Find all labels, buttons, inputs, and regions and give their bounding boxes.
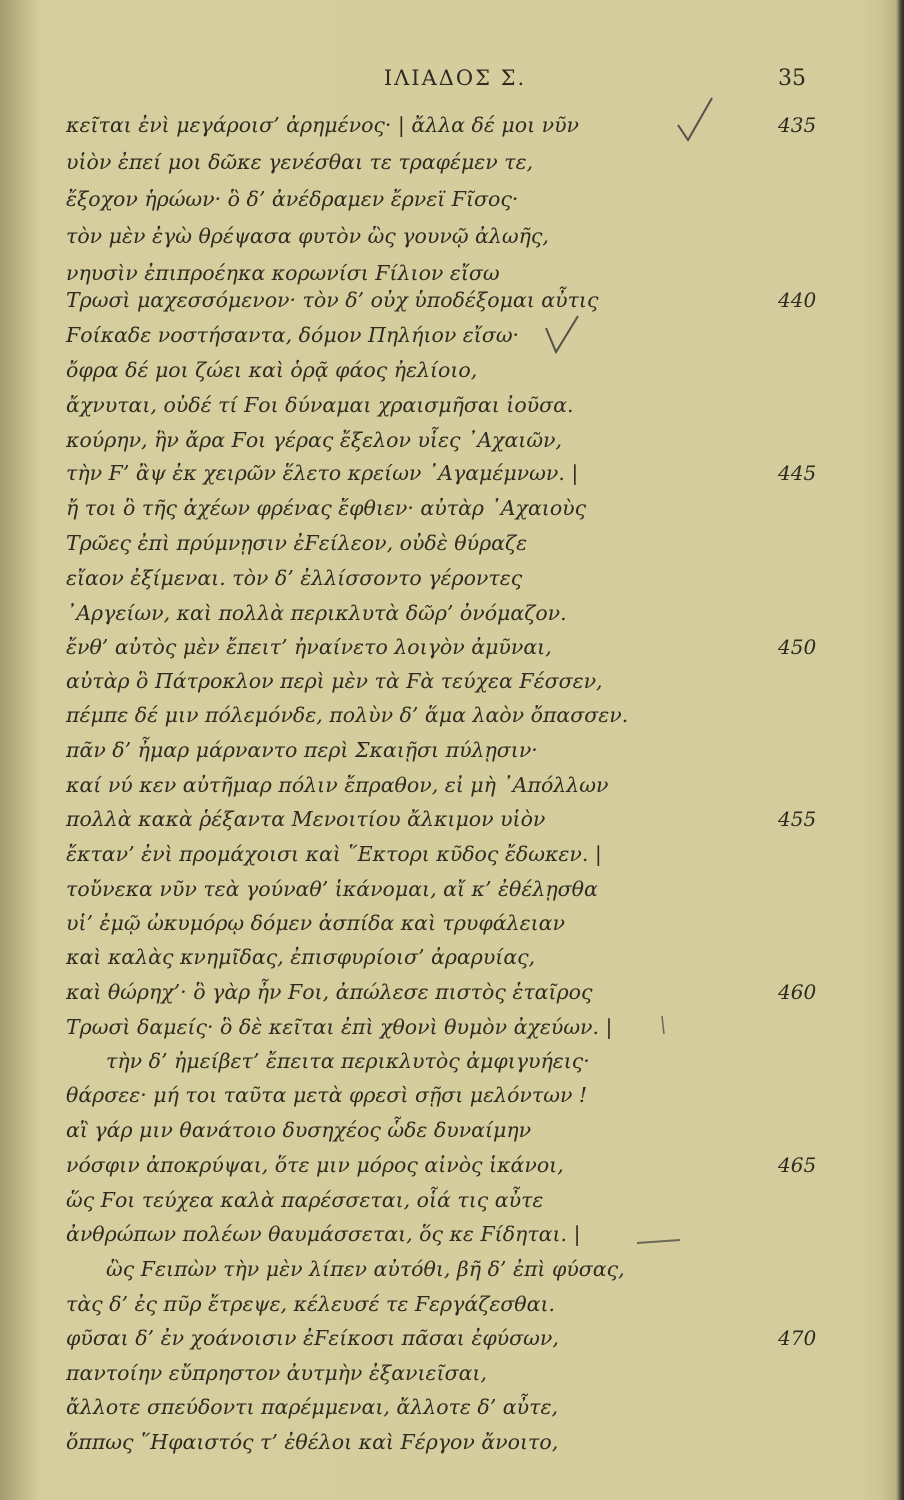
verse-line: τὰς δ’ ἐς πῦρ ἔτρεψε, κέλευσέ τε Ϝεργάζεσθαι. <box>66 1292 556 1316</box>
verse-line: ὥς Ϝοι τεύχεα καλὰ παρέσσεται, οἷά τις αὖτε <box>66 1188 544 1212</box>
verse-line: ἄλλοτε σπεύδοντι παρέμμεναι, ἄλλοτε δ’ αὖτε, <box>66 1395 558 1419</box>
verse-line: ἔκταν’ ἐνὶ προμάχοισι καὶ ῞Εκτορι κῦδος ἔδωκεν. | <box>66 842 602 866</box>
verse-line: ἔνθ’ αὐτὸς μὲν ἔπειτ’ ἠναίνετο λοιγὸν ἀμῦναι, <box>66 635 552 659</box>
verse-line: εἴαον ἐξίμεναι. τὸν δ’ ἐλλίσσοντο γέροντες <box>66 566 523 590</box>
verse-line: Ϝοίκαδε νοστήσαντα, δόμον Πηλήιον εἴσω· <box>66 323 520 347</box>
verse-line: ἔξοχον ἡρώων· ὃ δ’ ἀνέδραμεν ἔρνεϊ Ϝῖσος· <box>66 187 519 211</box>
verse-line: αὐτὰρ ὃ Πάτροκλον περὶ μὲν τὰ Ϝὰ τεύχεα Ϝέσσεν, <box>66 669 603 693</box>
verse-line: ἀνθρώπων πολέων θαυμάσσεται, ὅς κε Ϝίδηται. | <box>66 1222 581 1246</box>
verse-line: πέμπε δέ μιν πόλεμόνδε, πολὺν δ’ ἅμα λαὸν ὄπασσεν. <box>66 703 629 727</box>
verse-line: πολλὰ κακὰ ῥέξαντα Μενοιτίου ἄλκιμον υἱὸν <box>66 807 546 831</box>
verse-line: κεῖται ἐνὶ μεγάροισ’ ἀρημένος· | ἄλλα δέ μοι νῦν <box>66 113 580 137</box>
verse-line: Τρωσὶ δαμείς· ὃ δὲ κεῖται ἐπὶ χθονὶ θυμὸν ἀχεύων. | <box>66 1015 613 1039</box>
verse-line: θάρσεε· μή τοι ταῦτα μετὰ φρεσὶ σῇσι μελόντων ! <box>66 1083 588 1107</box>
verse-line: ὅππως ῞Ηφαιστός τ’ ἐθέλοι καὶ Ϝέργον ἄνοιτο, <box>66 1430 559 1454</box>
verse-line: ᾿Αργείων, καὶ πολλὰ περικλυτὰ δῶρ’ ὀνόμαζον. <box>66 601 567 625</box>
verse-line: τὴν Ϝ’ ἂψ ἐκ χειρῶν ἕλετο κρείων ᾿Αγαμέμνων. | <box>66 461 579 485</box>
page-number: 35 <box>778 66 806 91</box>
verse-line: ὣς Ϝειπὼν τὴν μὲν λίπεν αὐτόθι, βῆ δ’ ἐπὶ φύσας, <box>106 1257 625 1281</box>
verse-line: κούρην, ἣν ἄρα Ϝοι γέρας ἔξελον υἷες ᾿Αχαιῶν, <box>66 428 563 452</box>
verse-line: καὶ θώρηχ’· ὃ γὰρ ἦν Ϝοι, ἀπώλεσε πιστὸς ἑταῖρος <box>66 980 593 1004</box>
verse-line: υἱ’ ἐμῷ ὠκυμόρῳ δόμεν ἀσπίδα καὶ τρυφάλειαν <box>66 911 565 935</box>
verse-line: ἤ τοι ὃ τῆς ἀχέων φρένας ἔφθιεν· αὐτὰρ ᾿Αχαιοὺς <box>66 496 587 520</box>
line-number: 470 <box>778 1326 817 1350</box>
verse-line: νηυσὶν ἐπιπροέηκα κορωνίσι Ϝίλιον εἴσω <box>66 261 500 285</box>
verse-line: ἄχνυται, οὐδέ τί Ϝοι δύναμαι χραισμῆσαι ἰοῦσα. <box>66 393 574 417</box>
verse-line: Τρῶες ἐπὶ πρύμνῃσιν ἐϜείλεον, οὐδὲ θύραζε <box>66 531 528 555</box>
verse-line: καὶ καλὰς κνημῖδας, ἐπισφυρίοισ’ ἀραρυίας, <box>66 945 536 969</box>
line-number: 445 <box>778 461 817 485</box>
verse-line: τὸν μὲν ἐγὼ θρέψασα φυτὸν ὣς γουνῷ ἀλωῆς, <box>66 224 549 248</box>
verse-line: τὴν δ’ ἠμείβετ’ ἔπειτα περικλυτὸς ἀμφιγυήεις· <box>106 1049 590 1073</box>
verse-line: τοὔνεκα νῦν τεὰ γούναθ’ ἱκάνομαι, αἴ κ’ ἐθέλῃσθα <box>66 877 598 901</box>
line-number: 450 <box>778 635 817 659</box>
check-mark-icon <box>546 316 578 352</box>
running-header-title: ΙΛΙΑΔΟΣ Σ. <box>383 66 527 90</box>
line-number: 465 <box>778 1153 817 1177</box>
verse-line: καί νύ κεν αὐτῆμαρ πόλιν ἔπραθον, εἰ μὴ ᾿Απόλλων <box>66 773 609 797</box>
line-number: 460 <box>778 980 817 1004</box>
verse-line: νόσφιν ἀποκρύψαι, ὅτε μιν μόρος αἰνὸς ἱκάνοι, <box>66 1153 564 1177</box>
verse-line: φῦσαι δ’ ἐν χοάνοισιν ἐϜείκοσι πᾶσαι ἐφύσων, <box>66 1326 559 1350</box>
line-number: 440 <box>778 288 817 312</box>
pencil-bar-icon <box>662 1016 664 1034</box>
pencil-dash-icon <box>637 1240 680 1243</box>
verse-line: παντοίην εὔπρηστον ἀυτμὴν ἐξανιεῖσαι, <box>66 1361 487 1385</box>
verse-line: ὄφρα δέ μοι ζώει καὶ ὁρᾷ φάος ἠελίοιο, <box>66 358 478 382</box>
line-number: 455 <box>778 807 817 831</box>
verse-line: αἲ γάρ μιν θανάτοιο δυσηχέος ὧδε δυναίμην <box>66 1118 532 1142</box>
verse-line: πᾶν δ’ ἦμαρ μάρναντο περὶ Σκαιῇσι πύλῃσιν· <box>66 738 538 762</box>
verse-line: Τρωσὶ μαχεσσόμενον· τὸν δ’ οὐχ ὑποδέξομαι αὖτις <box>66 288 599 312</box>
verse-line: υἱὸν ἐπεί μοι δῶκε γενέσθαι τε τραφέμεν τε, <box>66 150 534 174</box>
check-mark-icon <box>678 98 712 140</box>
line-number: 435 <box>778 113 817 137</box>
